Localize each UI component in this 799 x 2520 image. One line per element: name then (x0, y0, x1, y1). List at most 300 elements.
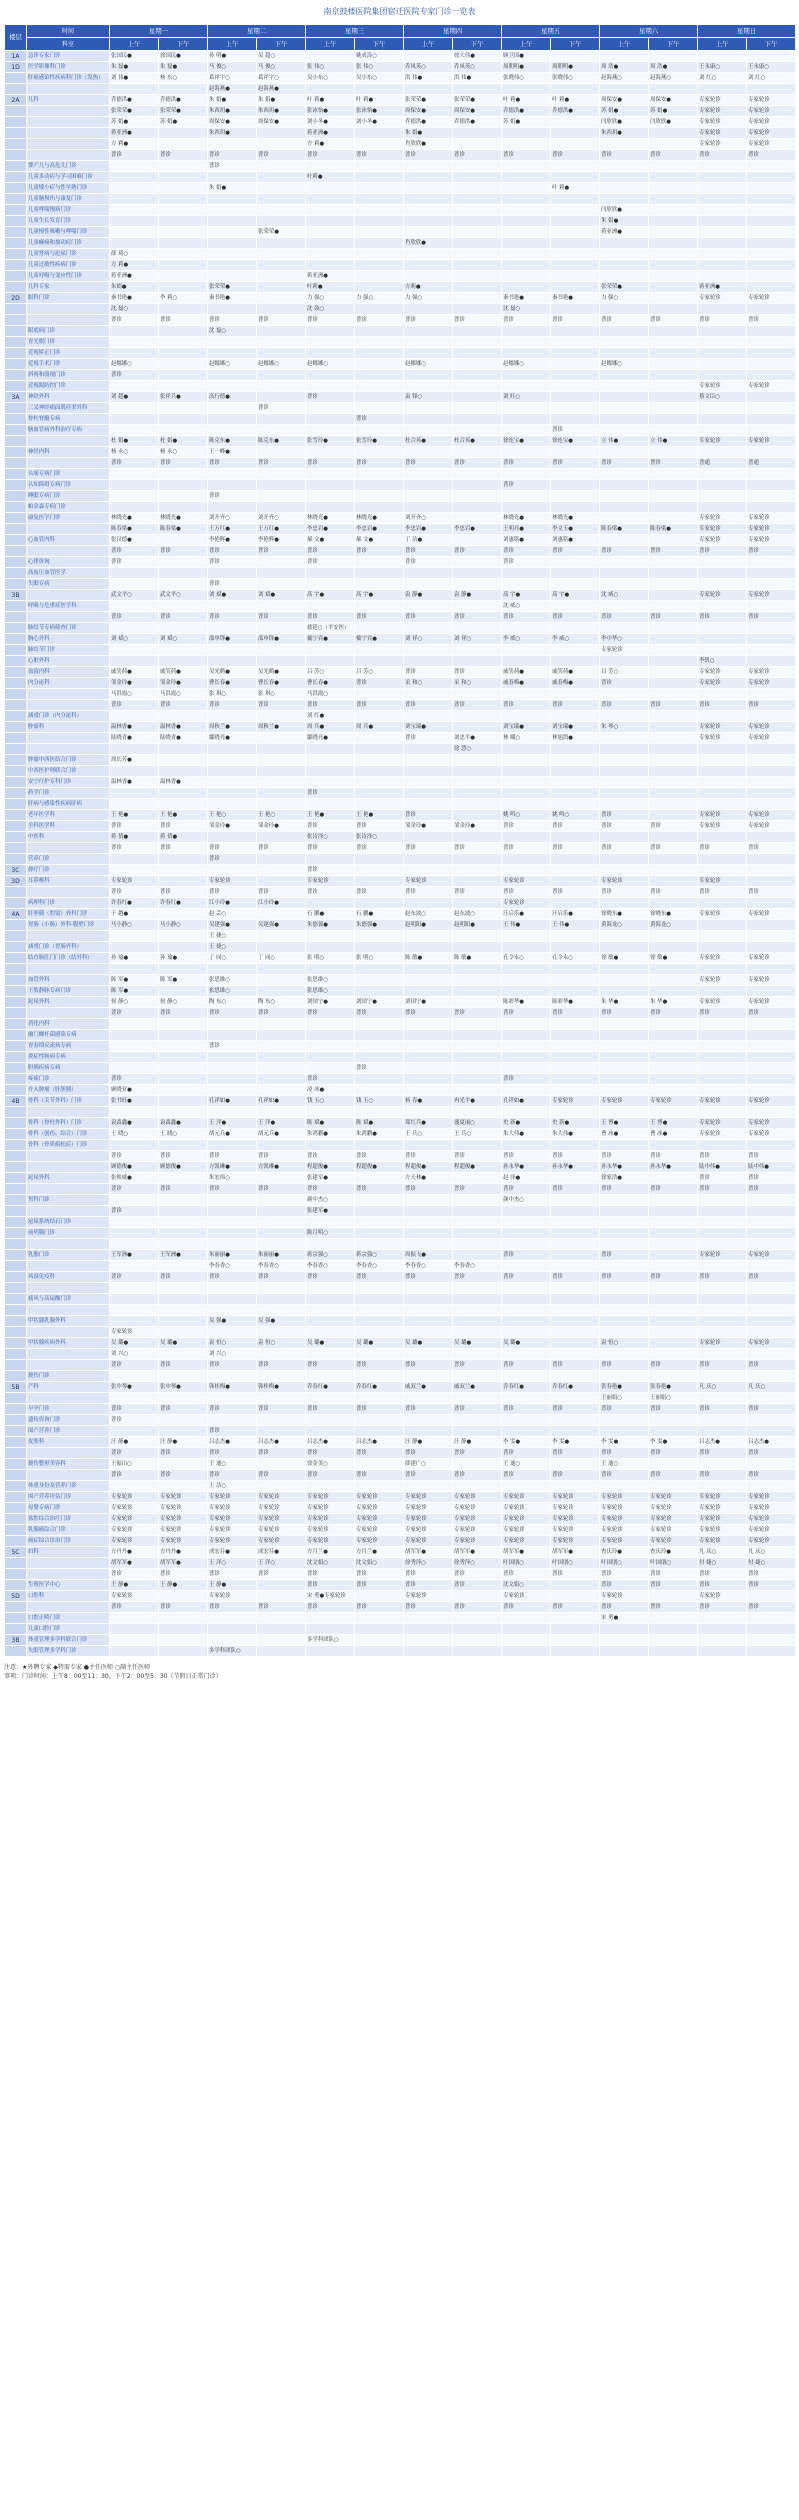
am-doctor-cell: 蒋亚洲● (306, 128, 355, 139)
am-doctor-cell (306, 645, 355, 656)
pm-doctor-cell: 曹 冰● (649, 1129, 698, 1140)
am-doctor-cell: 王丽娟○ (600, 1393, 649, 1404)
am-doctor-cell: 史 新● (502, 1118, 551, 1129)
am-doctor-cell: 袁森鑫● (110, 1118, 159, 1129)
pm-doctor-cell: 普诊 (159, 821, 208, 832)
pm-doctor-cell: 普诊 (453, 458, 502, 469)
floor-cell (5, 1360, 27, 1371)
pm-doctor-cell (355, 854, 404, 865)
pm-doctor-cell (649, 1283, 698, 1294)
am-doctor-cell: 周保安● (600, 95, 649, 106)
am-doctor-cell (600, 623, 649, 634)
am-doctor-cell (404, 271, 453, 282)
am-doctor-cell: 蒋亚洲● (110, 271, 159, 282)
pm-doctor-cell (453, 249, 502, 260)
pm-doctor-cell: 普诊 (453, 150, 502, 161)
pm-doctor-cell: 普诊 (551, 1184, 600, 1195)
pm-doctor-cell: 王 晓○ (159, 1129, 208, 1140)
am-doctor-cell (502, 1316, 551, 1327)
am-doctor-cell (502, 788, 551, 799)
am-doctor-cell (110, 414, 159, 425)
pm-doctor-cell (355, 1415, 404, 1426)
am-doctor-cell: 高行德● (208, 392, 257, 403)
pm-doctor-cell (649, 854, 698, 865)
department-cell: 儿童肾病与泌尿门诊 (27, 249, 110, 260)
pm-doctor-cell (159, 535, 208, 546)
am-doctor-cell (600, 799, 649, 810)
pm-doctor-cell (551, 480, 600, 491)
am-doctor-cell: 乔春红● (306, 1382, 355, 1393)
am-doctor-cell (502, 964, 551, 975)
am-doctor-cell: 刘国宁● (404, 997, 453, 1008)
am-doctor-cell (502, 1063, 551, 1074)
am-doctor-cell (404, 1635, 453, 1646)
pm-doctor-cell (649, 766, 698, 777)
am-doctor-cell: 专家轮诊 (698, 535, 747, 546)
pm-doctor-cell (355, 216, 404, 227)
department-cell: 中医科 (27, 832, 110, 843)
department-cell: 围产营养评估门诊 (27, 1492, 110, 1503)
department-cell: 近视矫正门诊 (27, 348, 110, 359)
floor-cell (5, 568, 27, 579)
pm-doctor-cell (649, 381, 698, 392)
pm-doctor-cell: 洪 伟● (453, 73, 502, 84)
am-doctor-cell (306, 1305, 355, 1316)
pm-doctor-cell (747, 1613, 796, 1624)
am-doctor-cell: 专家轮诊 (502, 1503, 551, 1514)
pm-doctor-cell: 刘惠铭● (551, 535, 600, 546)
am-doctor-cell: 普诊 (110, 1470, 159, 1481)
table-row (5, 238, 796, 249)
pm-doctor-cell (257, 1580, 306, 1591)
pm-doctor-cell: 专家轮诊 (747, 381, 796, 392)
am-doctor-cell: 李春香○ (208, 1261, 257, 1272)
table-body (5, 51, 796, 1657)
am-doctor-cell (110, 1283, 159, 1294)
department-cell: 儿科 (27, 95, 110, 106)
pm-doctor-cell (159, 282, 208, 293)
pm-doctor-cell: 专家轮诊 (747, 953, 796, 964)
am-doctor-cell: 吴 强● (208, 1316, 257, 1327)
table-row (5, 480, 796, 491)
am-doctor-cell: 普诊 (404, 1272, 453, 1283)
am-doctor-cell (698, 579, 747, 590)
pm-doctor-cell (159, 1041, 208, 1052)
pm-doctor-cell: 普诊 (453, 887, 502, 898)
floor-cell (5, 1195, 27, 1206)
am-doctor-cell: 普诊 (110, 1151, 159, 1162)
floor-cell (5, 271, 27, 282)
floor-cell: 4B (5, 1096, 27, 1107)
am-doctor-cell: 程超俊● (404, 1162, 453, 1173)
am-doctor-cell (600, 788, 649, 799)
am-doctor-cell (502, 337, 551, 348)
am-doctor-cell: 普诊 (208, 1448, 257, 1459)
am-doctor-cell (502, 799, 551, 810)
pm-doctor-cell: 普诊 (257, 1404, 306, 1415)
am-doctor-cell: 普诊 (306, 546, 355, 557)
department-cell (27, 546, 110, 557)
pm-doctor-cell (649, 370, 698, 381)
am-doctor-cell: 专家轮诊 (698, 106, 747, 117)
pm-doctor-cell (649, 733, 698, 744)
am-doctor-cell: 普诊 (208, 1569, 257, 1580)
am-doctor-cell (208, 370, 257, 381)
am-doctor-cell (404, 1063, 453, 1074)
pm-doctor-cell: 叶 莉● (551, 183, 600, 194)
pm-doctor-cell (551, 1415, 600, 1426)
pm-doctor-cell (159, 403, 208, 414)
header-time: 时间 (27, 25, 110, 38)
am-doctor-cell (502, 1415, 551, 1426)
am-doctor-cell (600, 832, 649, 843)
am-doctor-cell (404, 403, 453, 414)
pm-doctor-cell (649, 557, 698, 568)
am-doctor-cell: 顾德俊● (110, 1162, 159, 1173)
floor-cell (5, 1019, 27, 1030)
am-doctor-cell (306, 414, 355, 425)
am-doctor-cell: 徐秀萍○ (404, 1558, 453, 1569)
pm-doctor-cell (257, 293, 306, 304)
am-doctor-cell (110, 1107, 159, 1118)
am-doctor-cell (306, 1327, 355, 1338)
pm-doctor-cell (551, 898, 600, 909)
department-cell (27, 744, 110, 755)
pm-doctor-cell: 普诊 (649, 1470, 698, 1481)
floor-cell (5, 832, 27, 843)
pm-doctor-cell (649, 161, 698, 172)
pm-doctor-cell (747, 161, 796, 172)
pm-doctor-cell: 专家轮诊 (551, 1536, 600, 1547)
pm-doctor-cell: 专家轮诊 (747, 1096, 796, 1107)
am-doctor-cell: 沈 磊○ (110, 304, 159, 315)
pm-doctor-cell (453, 1239, 502, 1250)
pm-doctor-cell (747, 634, 796, 645)
table-row (5, 128, 796, 139)
department-cell: 泌尿外科 (27, 1173, 110, 1184)
department-cell: 康复医学门诊 (27, 513, 110, 524)
am-doctor-cell: 张思维○ (306, 986, 355, 997)
pm-doctor-cell: 普诊 (159, 1360, 208, 1371)
pm-doctor-cell: 专家轮诊 (453, 1492, 502, 1503)
table-row (5, 1074, 796, 1085)
am-doctor-cell (208, 337, 257, 348)
floor-cell (5, 766, 27, 777)
pm-doctor-cell: 丁 同○ (257, 953, 306, 964)
pm-doctor-cell (551, 1371, 600, 1382)
am-doctor-cell (404, 799, 453, 810)
am-doctor-cell (698, 865, 747, 876)
header-am: 上午 (600, 38, 649, 51)
table-row (5, 1118, 796, 1129)
am-doctor-cell: 刘惠铭● (502, 535, 551, 546)
pm-doctor-cell: 普诊 (649, 1360, 698, 1371)
pm-doctor-cell: 朱德强● (355, 920, 404, 931)
pm-doctor-cell (257, 1107, 306, 1118)
am-doctor-cell: 普诊 (698, 887, 747, 898)
table-row (5, 458, 796, 469)
am-doctor-cell (502, 161, 551, 172)
pm-doctor-cell: 普诊 (551, 612, 600, 623)
am-doctor-cell: 普诊 (502, 1074, 551, 1085)
pm-doctor-cell: 普诊 (257, 1569, 306, 1580)
pm-doctor-cell: 普诊 (355, 1470, 404, 1481)
am-doctor-cell (600, 1074, 649, 1085)
department-cell (27, 1107, 110, 1118)
am-doctor-cell (600, 733, 649, 744)
pm-doctor-cell (159, 370, 208, 381)
pm-doctor-cell: 冉光平● (453, 1096, 502, 1107)
am-doctor-cell: 普诊 (698, 1173, 747, 1184)
pm-doctor-cell (551, 1338, 600, 1349)
pm-doctor-cell (257, 337, 306, 348)
pm-doctor-cell (257, 238, 306, 249)
am-doctor-cell (502, 1030, 551, 1041)
am-doctor-cell: 普诊 (306, 865, 355, 876)
pm-doctor-cell: 专家轮诊 (453, 1536, 502, 1547)
department-cell (27, 1162, 110, 1173)
department-cell: 痛风与高尿酸门诊 (27, 1294, 110, 1305)
pm-doctor-cell: 专家轮诊 (649, 1503, 698, 1514)
pm-doctor-cell (355, 128, 404, 139)
pm-doctor-cell (257, 480, 306, 491)
pm-doctor-cell: 专家轮诊 (355, 1514, 404, 1525)
am-doctor-cell (306, 1349, 355, 1360)
pm-doctor-cell (551, 711, 600, 722)
pm-doctor-cell (355, 1294, 404, 1305)
table-row (5, 876, 796, 887)
table-row (5, 1525, 796, 1536)
floor-cell (5, 931, 27, 942)
am-doctor-cell (306, 942, 355, 953)
pm-doctor-cell (551, 326, 600, 337)
pm-doctor-cell (257, 1459, 306, 1470)
pm-doctor-cell (159, 1107, 208, 1118)
am-doctor-cell (306, 1283, 355, 1294)
pm-doctor-cell: 刘忠平● (453, 733, 502, 744)
header-pm: 下午 (649, 38, 698, 51)
pm-doctor-cell (551, 1250, 600, 1261)
am-doctor-cell: 薛 琦○ (110, 249, 159, 260)
am-doctor-cell: 普诊 (110, 557, 159, 568)
am-doctor-cell: 专家轮诊 (404, 876, 453, 887)
floor-cell (5, 381, 27, 392)
am-doctor-cell (698, 326, 747, 337)
table-row (5, 1470, 796, 1481)
table-row (5, 1492, 796, 1503)
am-doctor-cell (208, 1085, 257, 1096)
am-doctor-cell: 普诊 (600, 700, 649, 711)
am-doctor-cell (502, 469, 551, 480)
am-doctor-cell: 刘 斌○ (110, 634, 159, 645)
pm-doctor-cell (355, 1591, 404, 1602)
pm-doctor-cell (453, 865, 502, 876)
am-doctor-cell (208, 964, 257, 975)
header-pm: 下午 (257, 38, 306, 51)
floor-cell (5, 579, 27, 590)
table-row (5, 1459, 796, 1470)
am-doctor-cell: 杜 娟● (110, 436, 159, 447)
pm-doctor-cell (453, 997, 502, 1008)
pm-doctor-cell (747, 865, 796, 876)
pm-doctor-cell (453, 260, 502, 271)
am-doctor-cell: 专家轮诊 (208, 1492, 257, 1503)
pm-doctor-cell: 普诊 (355, 843, 404, 854)
pm-doctor-cell (551, 788, 600, 799)
am-doctor-cell (404, 1349, 453, 1360)
am-doctor-cell: 韩桂梅● (208, 1382, 257, 1393)
am-doctor-cell: 专家轮诊 (698, 95, 747, 106)
am-doctor-cell: 陈 斌● (306, 1118, 355, 1129)
pm-doctor-cell (355, 491, 404, 502)
floor-cell (5, 260, 27, 271)
table-row (5, 1195, 796, 1206)
pm-doctor-cell (453, 1316, 502, 1327)
table-row (5, 865, 796, 876)
department-cell: 婴产儿与高危儿门诊 (27, 161, 110, 172)
am-doctor-cell (698, 568, 747, 579)
am-doctor-cell: 普诊 (110, 370, 159, 381)
table-row (5, 623, 796, 634)
am-doctor-cell (600, 1140, 649, 1151)
am-doctor-cell: 普诊 (502, 150, 551, 161)
pm-doctor-cell: 戚笑荷● (551, 667, 600, 678)
pm-doctor-cell (551, 568, 600, 579)
am-doctor-cell: 专家轮诊 (698, 590, 747, 601)
pm-doctor-cell (649, 1624, 698, 1635)
pm-doctor-cell: 王 洋● (257, 1118, 306, 1129)
am-doctor-cell (502, 1261, 551, 1272)
floor-cell (5, 953, 27, 964)
am-doctor-cell (698, 425, 747, 436)
am-doctor-cell (698, 1613, 747, 1624)
pm-doctor-cell (355, 1030, 404, 1041)
pm-doctor-cell: 张晓伟○ (551, 73, 600, 84)
am-doctor-cell: 张汉德● (110, 535, 159, 546)
table-row (5, 722, 796, 733)
pm-doctor-cell (159, 1481, 208, 1492)
am-doctor-cell (600, 1294, 649, 1305)
am-doctor-cell (698, 1393, 747, 1404)
am-doctor-cell (698, 898, 747, 909)
am-doctor-cell: 普诊 (404, 1470, 453, 1481)
pm-doctor-cell (649, 1426, 698, 1437)
pm-doctor-cell: 普诊 (159, 1569, 208, 1580)
am-doctor-cell (600, 513, 649, 524)
pm-doctor-cell: 普诊 (453, 315, 502, 326)
floor-cell: 3A (5, 392, 27, 403)
department-cell: 乳腺门诊 (27, 1250, 110, 1261)
pm-doctor-cell (649, 425, 698, 436)
pm-doctor-cell: 刘小冬● (355, 117, 404, 128)
am-doctor-cell (306, 381, 355, 392)
am-doctor-cell: 沈 磊○ (502, 304, 551, 315)
am-doctor-cell: 张建军● (306, 1173, 355, 1184)
am-doctor-cell (502, 172, 551, 183)
pm-doctor-cell (649, 590, 698, 601)
am-doctor-cell (404, 1305, 453, 1316)
pm-doctor-cell: 专家轮诊 (747, 106, 796, 117)
am-doctor-cell (698, 942, 747, 953)
floor-cell (5, 1217, 27, 1228)
am-doctor-cell: 专家轮诊 (110, 1536, 159, 1547)
floor-cell (5, 612, 27, 623)
am-doctor-cell: 张思维○ (306, 975, 355, 986)
pm-doctor-cell: 杜合英● (453, 436, 502, 447)
pm-doctor-cell: 李 威○ (551, 634, 600, 645)
am-doctor-cell: 赵东波○ (404, 909, 453, 920)
pm-doctor-cell: 朱西玥● (257, 106, 306, 117)
pm-doctor-cell (453, 447, 502, 458)
floor-cell (5, 205, 27, 216)
floor-cell (5, 161, 27, 172)
am-doctor-cell: 普诊 (698, 1404, 747, 1415)
am-doctor-cell: 沈文娟○ (502, 1580, 551, 1591)
am-doctor-cell: 普诊 (600, 1151, 649, 1162)
am-doctor-cell: 顾晓亚● (110, 1085, 159, 1096)
pm-doctor-cell: 普诊 (257, 700, 306, 711)
am-doctor-cell: 叶国朋○ (502, 1558, 551, 1569)
am-doctor-cell (306, 1019, 355, 1030)
pm-doctor-cell: 凡 庆○ (747, 1382, 796, 1393)
am-doctor-cell: 李春香○ (404, 1261, 453, 1272)
pm-doctor-cell: 钱 玉○ (355, 1096, 404, 1107)
pm-doctor-cell: 王 洋○ (257, 1558, 306, 1569)
am-doctor-cell: 乔德洪● (404, 117, 453, 128)
am-doctor-cell (110, 194, 159, 205)
department-cell: 儿童脑损伤与康复门诊 (27, 194, 110, 205)
pm-doctor-cell (355, 942, 404, 953)
table-row (5, 1448, 796, 1459)
am-doctor-cell (404, 744, 453, 755)
pm-doctor-cell (649, 1327, 698, 1338)
pm-doctor-cell (649, 1349, 698, 1360)
pm-doctor-cell (355, 711, 404, 722)
pm-doctor-cell (453, 348, 502, 359)
floor-cell (5, 854, 27, 865)
am-doctor-cell: 方 莉● (110, 139, 159, 150)
am-doctor-cell (306, 1646, 355, 1657)
pm-doctor-cell (453, 1228, 502, 1239)
am-doctor-cell: 普诊 (404, 1151, 453, 1162)
am-doctor-cell (698, 557, 747, 568)
pm-doctor-cell: 普诊 (747, 1470, 796, 1481)
am-doctor-cell: 普诊 (208, 579, 257, 590)
am-doctor-cell: 专家轮诊 (600, 1536, 649, 1547)
pm-doctor-cell (355, 271, 404, 282)
pm-doctor-cell: 葛祥宇○ (257, 73, 306, 84)
am-doctor-cell: 普诊 (404, 843, 453, 854)
pm-doctor-cell (649, 1250, 698, 1261)
pm-doctor-cell: 专家轮诊 (747, 821, 796, 832)
pm-doctor-cell (747, 854, 796, 865)
am-doctor-cell (698, 832, 747, 843)
am-doctor-cell (404, 260, 453, 271)
department-cell (27, 315, 110, 326)
pm-doctor-cell (159, 1646, 208, 1657)
department-cell: 骨科（脊柱外科）门诊 (27, 1118, 110, 1129)
am-doctor-cell: 王 洋● (208, 1118, 257, 1129)
pm-doctor-cell: 普诊 (355, 150, 404, 161)
pm-doctor-cell (551, 469, 600, 480)
pm-doctor-cell (747, 766, 796, 777)
am-doctor-cell: 专家轮诊 (698, 953, 747, 964)
pm-doctor-cell (355, 557, 404, 568)
pm-doctor-cell (551, 1030, 600, 1041)
pm-doctor-cell (747, 1305, 796, 1316)
table-row (5, 909, 796, 920)
pm-doctor-cell: 查庆玲● (649, 1547, 698, 1558)
